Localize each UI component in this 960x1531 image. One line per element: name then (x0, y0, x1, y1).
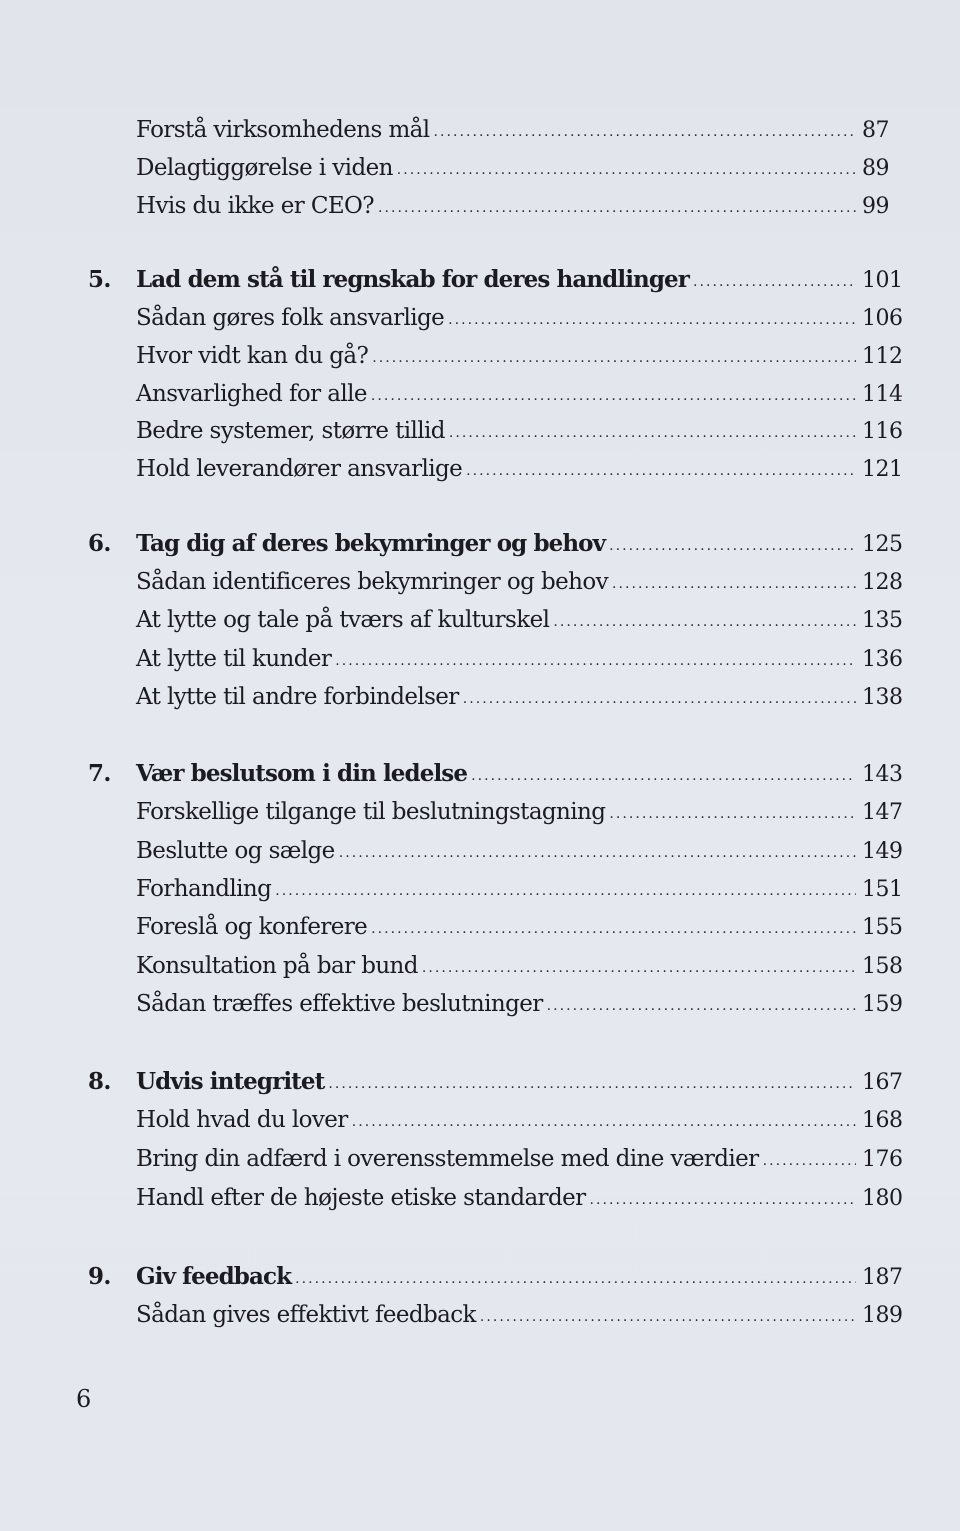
dot-leader (449, 416, 856, 450)
chapter-number: 8. (88, 1068, 111, 1095)
entry-page-number: 89 (862, 156, 889, 181)
entry-page-number: 136 (862, 647, 903, 672)
chapter-number: 6. (88, 530, 111, 557)
entry-title: Beslutte og sælge (136, 838, 335, 864)
dot-leader (463, 682, 856, 716)
chapter-number: 9. (88, 1263, 111, 1290)
dot-leader (378, 191, 856, 225)
dot-leader (553, 605, 856, 639)
chapter-number: 5. (88, 266, 111, 293)
dot-leader (328, 1067, 856, 1101)
entry-page-number: 187 (862, 1265, 903, 1290)
entry-page-number: 101 (862, 268, 903, 293)
entry-page-number: 138 (862, 685, 903, 710)
entry-page-number: 149 (862, 839, 903, 864)
entry-page-number: 147 (862, 800, 903, 825)
entry-page-number: 135 (862, 608, 903, 633)
dot-leader (547, 989, 856, 1023)
chapter-title: Udvis integritet (136, 1068, 325, 1095)
entry-page-number: 151 (862, 877, 903, 902)
entry-title: Hold leverandører ansvarlige (136, 456, 463, 482)
dot-leader (371, 912, 856, 946)
dot-leader (339, 836, 856, 870)
dot-leader (352, 1105, 856, 1139)
page-number: 6 (76, 1385, 92, 1413)
entry-title: Forskellige tilgange til beslutningstagning (136, 799, 606, 825)
toc-entry (88, 339, 908, 373)
entry-page-number: 116 (862, 419, 903, 444)
entry-page-number: 114 (862, 382, 903, 407)
dot-leader (480, 1300, 856, 1334)
entry-title: Forhandling (136, 876, 272, 902)
toc-entry (88, 872, 908, 906)
dot-leader (295, 1262, 856, 1296)
entry-title: At lytte til kunder (136, 646, 332, 672)
toc-entry (88, 1103, 908, 1137)
entry-page-number: 99 (862, 194, 889, 219)
entry-page-number: 189 (862, 1303, 903, 1328)
entry-title: Forstå virksomhedens mål (136, 117, 430, 143)
entry-page-number: 155 (862, 915, 903, 940)
dot-leader (693, 265, 856, 299)
entry-page-number: 159 (862, 992, 903, 1017)
dot-leader (448, 303, 856, 337)
toc-entry (88, 377, 908, 411)
entry-page-number: 168 (862, 1108, 903, 1133)
entry-page-number: 167 (862, 1070, 903, 1095)
toc-entry (88, 414, 908, 448)
dot-leader (589, 1183, 856, 1217)
toc-entry (88, 795, 908, 829)
entry-title: Foreslå og konferere (136, 914, 368, 940)
toc-entry (88, 1142, 908, 1176)
entry-page-number: 112 (862, 344, 903, 369)
toc-chapter-heading (88, 1065, 908, 1099)
dot-leader (612, 567, 856, 601)
chapter-title: Tag dig af deres bekymringer og behov (136, 530, 606, 557)
dot-leader (763, 1144, 856, 1178)
dot-leader (372, 341, 856, 375)
toc-entry (88, 642, 908, 676)
toc-entry (88, 452, 908, 486)
toc-chapter-heading (88, 263, 908, 297)
entry-title: Sådan gøres folk ansvarlige (136, 305, 445, 331)
entry-title: Hold hvad du lover (136, 1107, 348, 1133)
entry-page-number: 125 (862, 532, 903, 557)
chapter-title: Giv feedback (136, 1263, 292, 1290)
toc-entry (88, 301, 908, 335)
toc-entry (88, 189, 908, 223)
dot-leader (434, 115, 856, 149)
chapter-title: Vær beslutsom i din ledelse (136, 760, 468, 787)
toc-entry (88, 910, 908, 944)
toc-entry (88, 834, 908, 868)
dot-leader (466, 454, 856, 488)
entry-title: Sådan identificeres bekymringer og behov (136, 569, 608, 595)
chapter-title: Lad dem stå til regnskab for deres handlinger (136, 266, 689, 293)
toc-entry (88, 113, 908, 147)
toc-entry (88, 680, 908, 714)
toc-entry (88, 603, 908, 637)
dot-leader (335, 644, 856, 678)
entry-title: Sådan træffes effektive beslutninger (136, 991, 543, 1017)
entry-title: Hvor vidt kan du gå? (136, 343, 369, 369)
entry-title: Handl efter de højeste etiske standarder (136, 1185, 586, 1211)
entry-title: At lytte til andre forbindelser (136, 684, 459, 710)
entry-page-number: 106 (862, 306, 903, 331)
entry-title: At lytte og tale på tværs af kulturskel (136, 607, 550, 633)
chapter-number: 7. (88, 760, 111, 787)
entry-title: Delagtiggørelse i viden (136, 155, 393, 181)
entry-page-number: 87 (862, 118, 889, 143)
entry-page-number: 128 (862, 570, 903, 595)
toc-entry (88, 151, 908, 185)
entry-title: Hvis du ikke er CEO? (136, 193, 375, 219)
toc-entry (88, 949, 908, 983)
toc-chapter-heading (88, 757, 908, 791)
dot-leader (275, 874, 856, 908)
entry-page-number: 121 (862, 457, 903, 482)
entry-page-number: 143 (862, 762, 903, 787)
entry-title: Ansvarlighed for alle (136, 381, 367, 407)
toc-entry (88, 987, 908, 1021)
dot-leader (422, 951, 856, 985)
entry-page-number: 180 (862, 1186, 903, 1211)
entry-page-number: 176 (862, 1147, 903, 1172)
dot-leader (371, 379, 856, 413)
dot-leader (471, 759, 856, 793)
entry-title: Sådan gives effektivt feedback (136, 1302, 476, 1328)
toc-entry (88, 565, 908, 599)
entry-title: Konsultation på bar bund (136, 953, 418, 979)
toc-entry (88, 1298, 908, 1332)
entry-title: Bedre systemer, større tillid (136, 418, 445, 444)
toc-entry (88, 1181, 908, 1215)
dot-leader (609, 797, 856, 831)
toc-chapter-heading (88, 1260, 908, 1294)
dot-leader (397, 153, 856, 187)
dot-leader (609, 529, 856, 563)
toc-chapter-heading (88, 527, 908, 561)
entry-page-number: 158 (862, 954, 903, 979)
entry-title: Bring din adfærd i overensstemmelse med dine værdier (136, 1146, 759, 1172)
